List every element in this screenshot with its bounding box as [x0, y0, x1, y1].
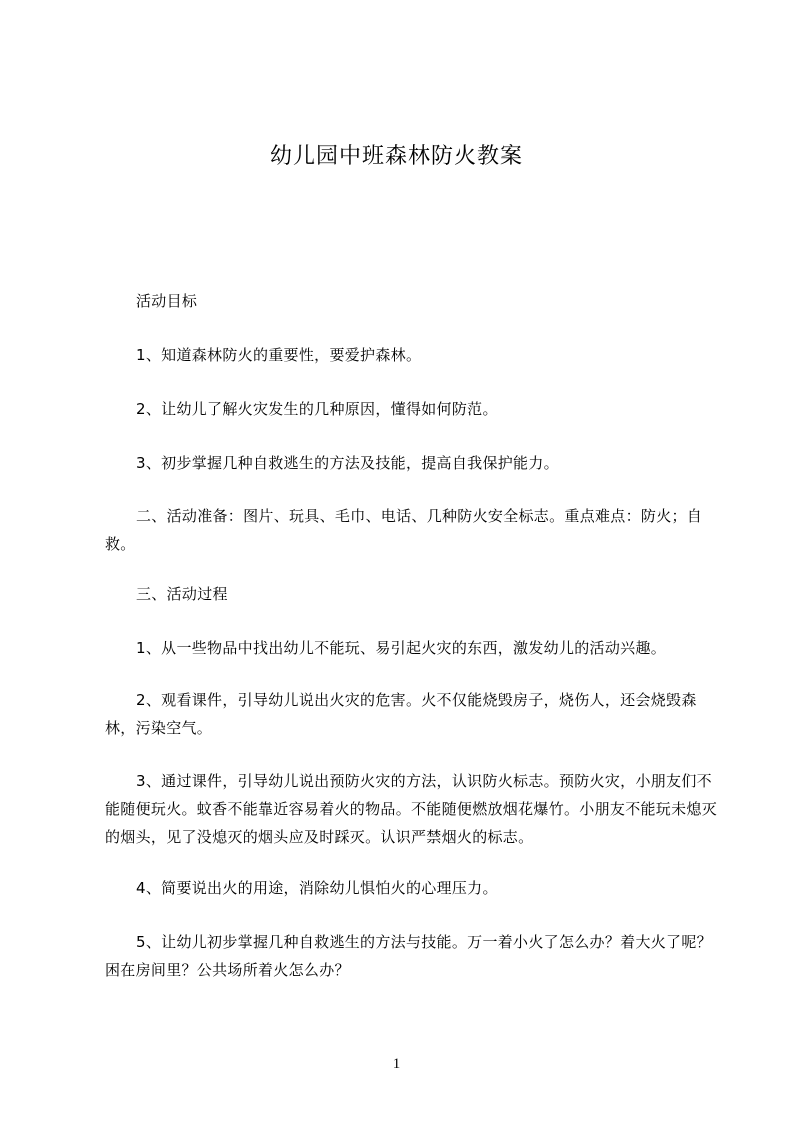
- page-number: 1: [392, 1056, 401, 1072]
- document-title: 幼儿园中班森林防火教案: [269, 144, 523, 169]
- paragraph-process-3: 3、通过课件，引导幼儿说出预防火灾的方法，认识防火标志。预防火灾，小朋友们不能随便玩火。蚊香不能靠近容易着火的物品。不能随便燃放烟花爆竹。小朋友不能玩未熄灭的烟头，见了没熄灭的烟头应及时踩灭。认识严禁烟火的标志。: [105, 772, 718, 846]
- paragraph-process-heading: 三、活动过程: [136, 585, 228, 603]
- paragraph-goal-2: 2、让幼儿了解火灾发生的几种原因，懂得如何防范。: [136, 400, 498, 418]
- paragraph-process-4: 4、简要说出火的用途，消除幼儿惧怕火的心理压力。: [136, 879, 498, 897]
- paragraph-process-5: 5、让幼儿初步掌握几种自救逃生的方法与技能。万一着小火了怎么办？着大火了呢？困在房间里？公共场所着火怎么办？: [105, 933, 712, 979]
- paragraph-goal-3: 3、初步掌握几种自救逃生的方法及技能，提高自我保护能力。: [136, 454, 559, 472]
- paragraph-process-1: 1、从一些物品中找出幼儿不能玩、易引起火灾的东西，激发幼儿的活动兴趣。: [136, 639, 667, 657]
- paragraph-goal-1: 1、知道森林防火的重要性，要爱护森林。: [136, 346, 422, 364]
- paragraph-activity-goals-heading: 活动目标: [136, 292, 198, 310]
- paragraph-process-2: 2、观看课件，引导幼儿说出火灾的危害。火不仅能烧毁房子，烧伤人，还会烧毁森林，污染空气。: [105, 691, 697, 737]
- paragraph-preparation: 二、活动准备：图片、玩具、毛巾、电话、几种防火安全标志。重点难点：防火；自救。: [105, 507, 703, 553]
